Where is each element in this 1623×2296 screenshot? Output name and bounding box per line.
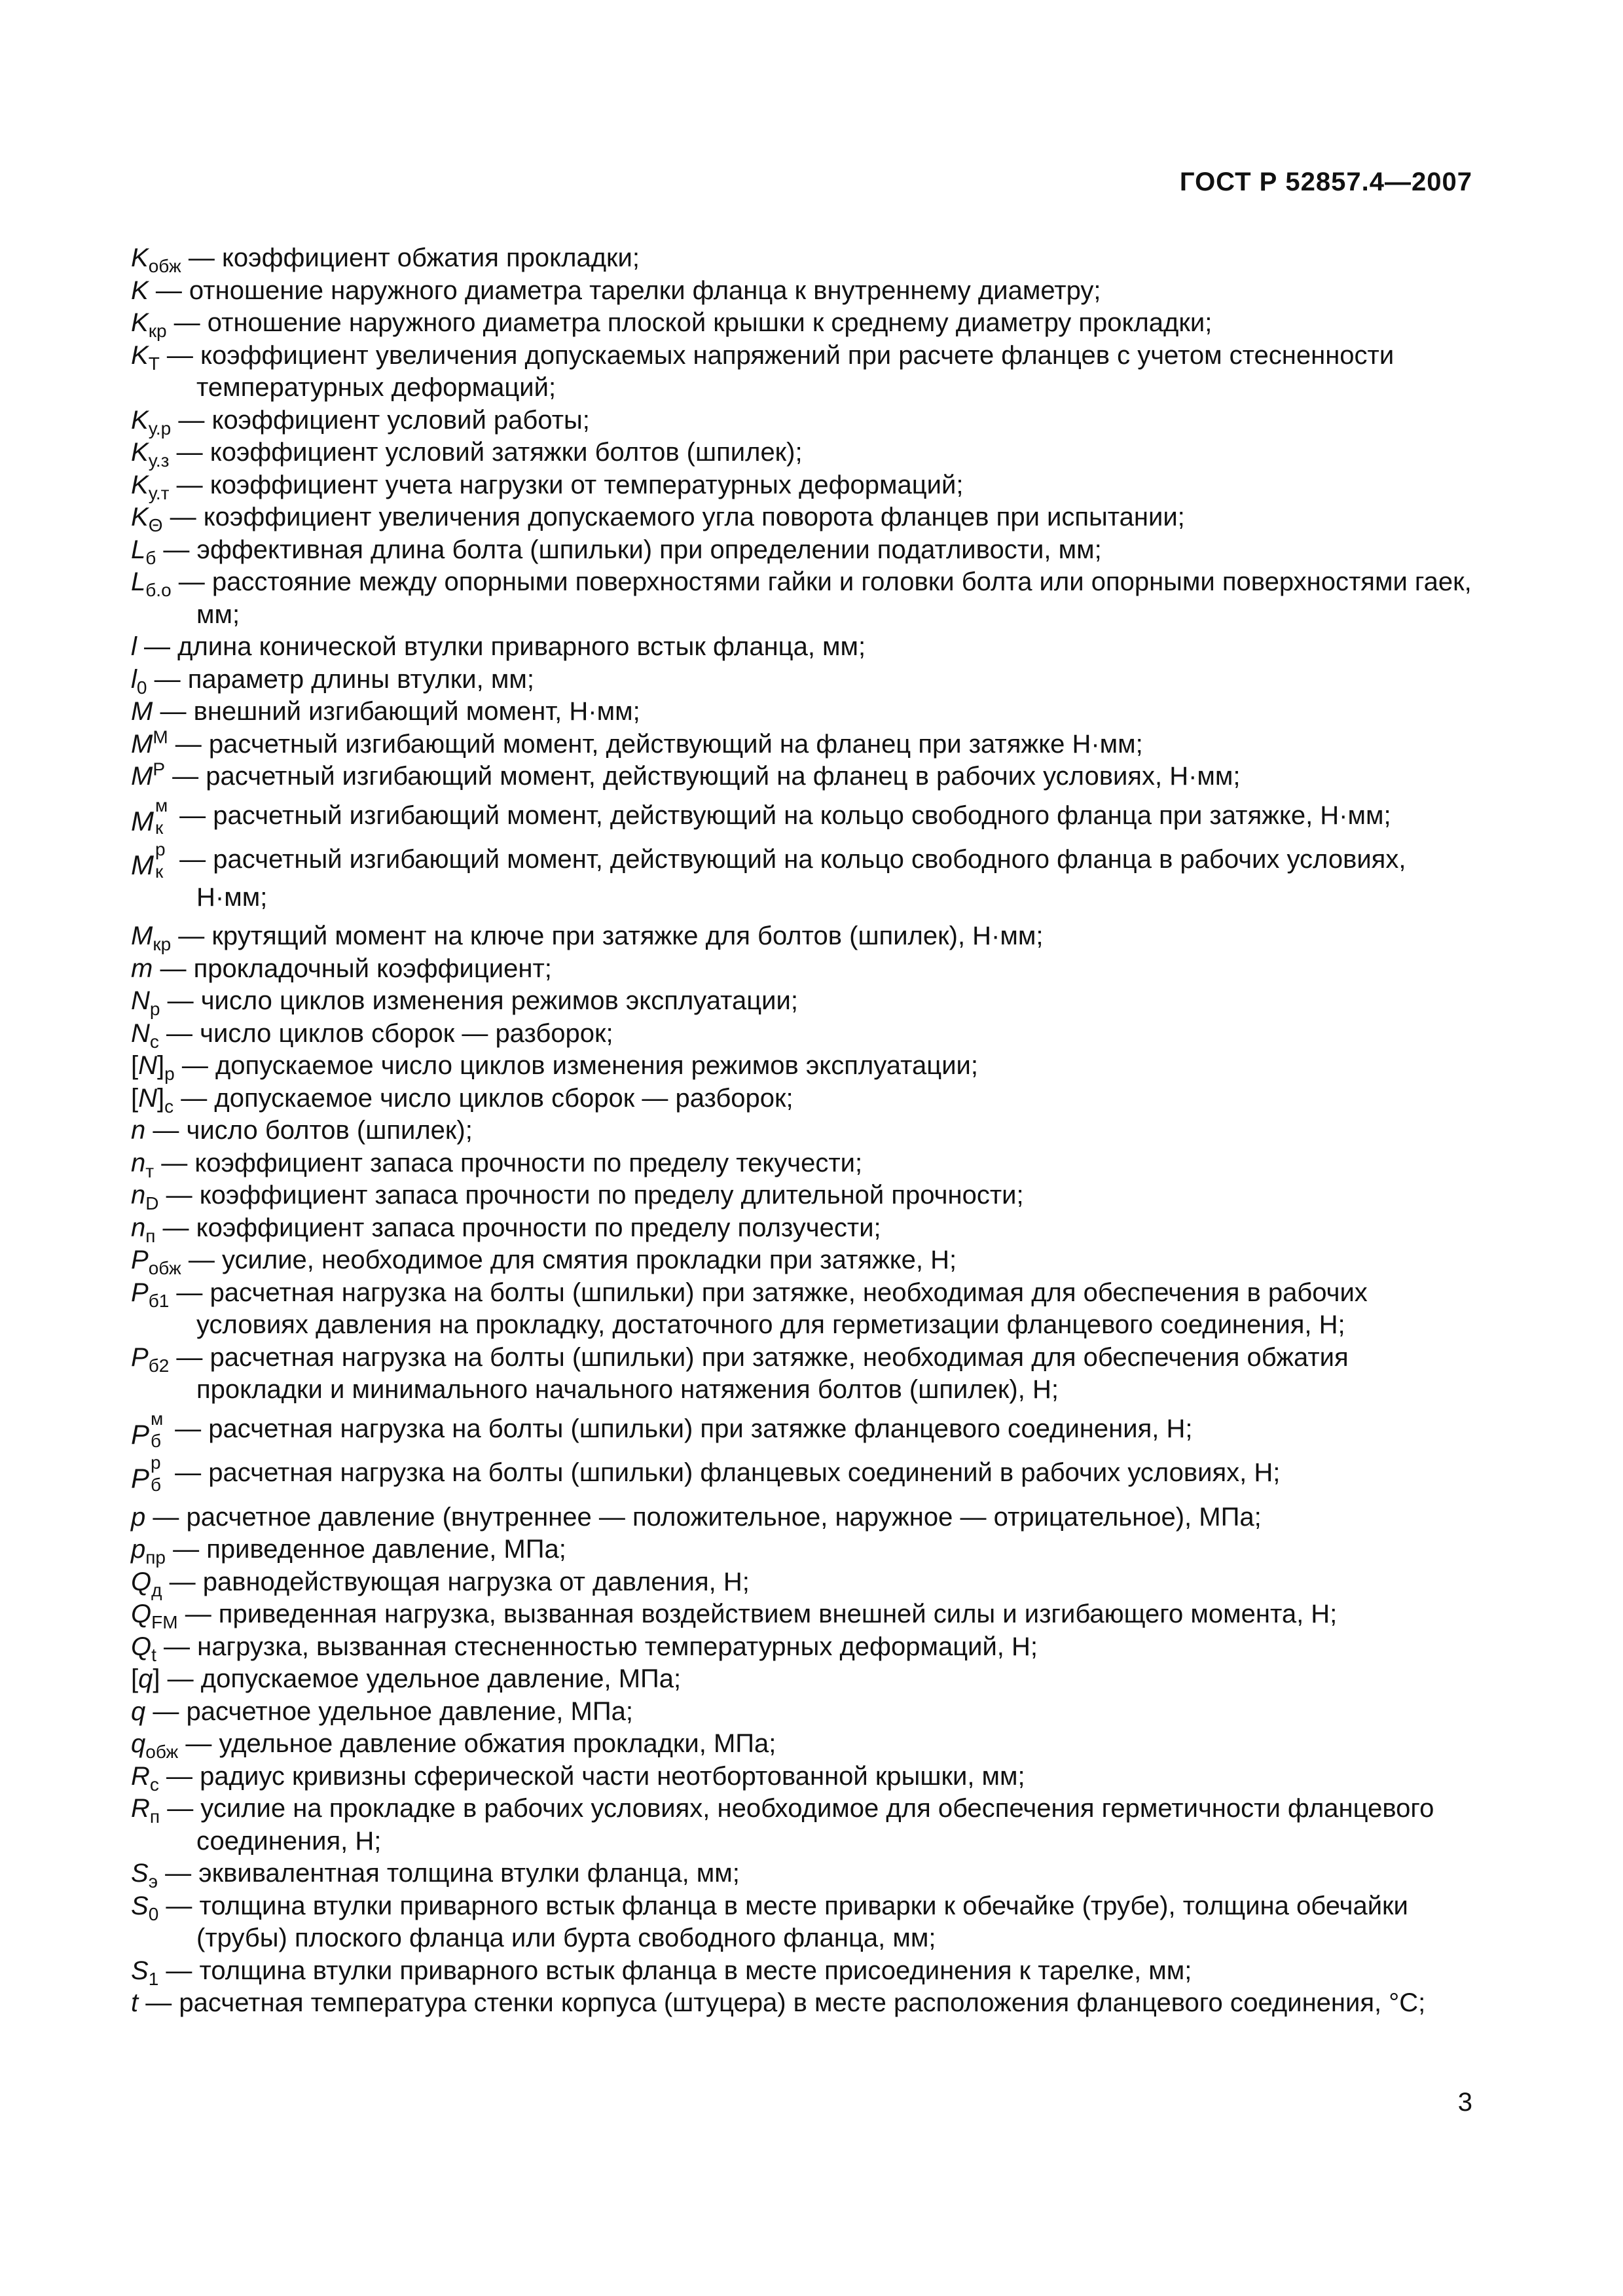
symbol-entry [131, 761, 1480, 793]
symbol: $S_1$ [131, 1956, 159, 1989]
symbol: $q_{обж}$ [131, 1729, 179, 1762]
definition-text: — расчетный изгибающий момент, действующий на фланец при затяжке Н·мм; [175, 729, 1143, 759]
symbol-entry [131, 1631, 1480, 1664]
symbol-entry [131, 534, 1480, 567]
symbol-entry [131, 340, 1480, 404]
symbol: $l_0$ [131, 664, 147, 698]
symbol-entry [131, 1083, 1480, 1115]
symbol: $P_{обж}$ [131, 1246, 181, 1278]
definition-text: — допускаемое удельное давление, МПа; [167, 1664, 682, 1693]
symbol: $n_т$ [131, 1148, 155, 1181]
symbol: $Q_{FM}$ [131, 1600, 178, 1632]
symbol-entry [131, 1728, 1480, 1761]
symbol-entry [131, 953, 1480, 986]
definition-text: — отношение наружного диаметра тарелки фланца к внутреннему диаметру; [155, 276, 1101, 305]
definition-text: — расчетный изгибающий момент, действующий на фланец в рабочих условиях, Н·мм; [172, 762, 1241, 791]
symbol-entry [131, 1663, 1480, 1696]
definition-text: — толщина втулки приварного встык фланца в месте присоединения к тарелке, мм; [166, 1956, 1192, 1985]
symbol: [q] [131, 1664, 160, 1693]
symbol: t [131, 1988, 139, 2017]
symbol: K [131, 276, 149, 305]
definition-text: — равнодействующая нагрузка от давления, Н; [169, 1567, 750, 1596]
symbol: $K_Т$ [131, 340, 160, 374]
definition-text: — допускаемое число циклов сборок — разборок; [181, 1083, 793, 1113]
definition-text: — отношение наружного диаметра плоской крышки к среднему диаметру прокладки; [173, 308, 1213, 337]
symbol-entry [131, 501, 1480, 534]
symbol-entry [131, 1212, 1480, 1245]
definition-text: — длина конической втулки приварного встык фланца, мм; [144, 632, 866, 661]
definition-text: — коэффициент учета нагрузки от температурных деформаций; [176, 470, 964, 499]
symbol: $Q_t$ [131, 1632, 156, 1665]
symbol: $Q_д$ [131, 1567, 162, 1600]
definition-text: — удельное давление обжатия прокладки, МПа; [185, 1729, 776, 1758]
definition-text: — нагрузка, вызванная стесненностью температурных деформаций, Н; [164, 1632, 1038, 1661]
definition-text: — коэффициент запаса прочности по пределу длительной прочности; [166, 1181, 1024, 1210]
symbol: $K_{у.р}$ [131, 405, 172, 439]
definition-text: — расчетный изгибающий момент, действующий на кольцо свободного фланца при затяжке, Н·мм; [179, 800, 1391, 830]
symbol-entry [131, 664, 1480, 696]
symbol: $R_с$ [131, 1761, 159, 1795]
symbol: P р б [131, 1452, 162, 1495]
symbol: $L_{б.о}$ [131, 567, 172, 600]
symbol-entry [131, 985, 1480, 1018]
definition-text: — толщина втулки приварного встык фланца в месте приварки к обечайке (трубе), толщина обечайки (трубы) плоского фланца или бурта свободного фланца, мм; [166, 1891, 1408, 1952]
symbol: $K_\Theta$ [131, 503, 163, 535]
symbol-entry [131, 469, 1480, 502]
symbol-entry [131, 839, 1480, 914]
symbol: $n_D$ [131, 1181, 159, 1213]
symbol-entry [131, 1050, 1480, 1083]
definition-text: — коэффициент увеличения допускаемого угла поворота фланцев при испытании; [170, 503, 1185, 531]
definition-text: — коэффициент условий затяжки болтов (шпилек); [176, 438, 803, 467]
definition-text: — допускаемое число циклов изменения режимов эксплуатации; [181, 1051, 978, 1080]
symbol-entry [131, 1761, 1480, 1793]
symbol: $[N]_р$ [131, 1051, 175, 1084]
symbol: M [131, 697, 153, 726]
symbol: $S_э$ [131, 1859, 158, 1892]
symbol-entry [131, 1501, 1480, 1534]
symbol-entry [131, 1566, 1480, 1599]
symbol: $K_{обж}$ [131, 243, 181, 276]
definition-text: — число циклов сборок — разборок; [166, 1018, 613, 1048]
symbol: $N_с$ [131, 1018, 159, 1052]
symbol-entry [131, 696, 1480, 728]
definition-text: — эквивалентная толщина втулки фланца, мм; [165, 1859, 740, 1888]
definition-text: — расчетное давление (внутреннее — положительное, наружное — отрицательное), МПа; [153, 1502, 1262, 1532]
definition-text: — число болтов (шпилек); [153, 1116, 473, 1145]
symbol-entry [131, 920, 1480, 953]
symbol: $[N]_с$ [131, 1083, 174, 1117]
definition-text: — расчетная температура стенки корпуса (штуцера) в месте расположения фланцевого соединения, °С; [145, 1988, 1426, 2017]
definition-text: — расчетная нагрузка на болты (шпильки) при затяжке, необходимая для обеспечения обжатия прокладки и минимального начального натяжения болтов (шпилек), Н; [176, 1342, 1349, 1404]
page-number: 3 [1457, 2088, 1472, 2117]
symbol: n [131, 1116, 146, 1145]
symbol: $M^Р$ [131, 759, 166, 791]
definition-text: — расчетная нагрузка на болты (шпильки) при затяжке, необходимая для обеспечения в рабочих условиях давления на прокладку, достаточного для герметизации фланцевого соединения, Н; [176, 1278, 1368, 1339]
definition-text: — радиус кривизны сферической части неотбортованной крышки, мм; [166, 1761, 1025, 1791]
symbol: m [131, 954, 153, 983]
symbol-entry [131, 631, 1480, 664]
symbol: $N_р$ [131, 986, 160, 1019]
symbol-entry [131, 1115, 1480, 1147]
symbol-entry [131, 1598, 1480, 1631]
symbol: $K_{у.т}$ [131, 470, 170, 503]
symbol: $M^М$ [131, 726, 168, 759]
symbol-entry [131, 404, 1480, 437]
symbol-entry [131, 1955, 1480, 1988]
symbol-entry [131, 1793, 1480, 1857]
definition-text: — коэффициент запаса прочности по пределу ползучести; [162, 1213, 881, 1242]
symbol: $P_{б1}$ [131, 1278, 170, 1311]
symbol: p [131, 1502, 146, 1532]
symbol-entry [131, 1890, 1480, 1955]
symbol: l [131, 632, 137, 661]
symbol: $K_{кр}$ [131, 308, 167, 341]
symbol-entry [131, 1342, 1480, 1407]
definition-text: — расчетная нагрузка на болты (шпильки) при затяжке фланцевого соединения, Н; [175, 1414, 1193, 1443]
symbol: $M_{кр}$ [131, 922, 172, 954]
symbol-entry [131, 1534, 1480, 1566]
standard-header: ГОСТ Р 52857.4—2007 [1179, 168, 1472, 196]
definition-text: — эффективная длина болта (шпильки) при определении податливости, мм; [163, 535, 1102, 564]
symbol: $L_б$ [131, 535, 156, 568]
symbol: $P_{б2}$ [131, 1342, 170, 1376]
definition-text: — коэффициент условий работы; [178, 405, 590, 435]
symbol-entry [131, 1277, 1480, 1342]
symbol-entry [131, 1408, 1480, 1451]
symbol-entry [131, 1857, 1480, 1890]
definition-text: — коэффициент обжатия прокладки; [188, 243, 640, 272]
symbol: $S_0$ [131, 1891, 159, 1924]
definition-text: — усилие на прокладке в рабочих условиях, необходимое для обеспечения герметичности фланцевого соединения, Н; [167, 1794, 1434, 1856]
symbol: $p_{пр}$ [131, 1535, 166, 1568]
symbol-entry [131, 275, 1480, 308]
symbol: M р к [131, 839, 166, 882]
definition-text: — расчетный изгибающий момент, действующий на кольцо свободного фланца в рабочих условиях, Н·мм; [179, 845, 1406, 912]
definition-text: — крутящий момент на ключе при затяжке для болтов (шпилек), Н·мм; [178, 922, 1044, 950]
symbol: $n_п$ [131, 1213, 156, 1246]
definition-text: — коэффициент запаса прочности по пределу текучести; [161, 1148, 863, 1177]
symbol-entry [131, 437, 1480, 469]
symbol-list [131, 242, 1480, 2020]
symbol-entry [131, 795, 1480, 838]
symbol-entry [131, 728, 1480, 761]
definition-text: — число циклов изменения режимов эксплуатации; [167, 986, 798, 1015]
symbol: $R_п$ [131, 1794, 160, 1827]
definition-text: — расчетная нагрузка на болты (шпильки) фланцевых соединений в рабочих условиях, Н; [175, 1458, 1281, 1487]
symbol-entry [131, 1147, 1480, 1180]
symbol: M м к [131, 795, 168, 838]
definition-text: — расстояние между опорными поверхностями гайки и головки болта или опорными поверхностями гаек, мм; [178, 567, 1472, 629]
definition-text: — расчетное удельное давление, МПа; [153, 1696, 633, 1726]
definition-text: — усилие, необходимое для смятия прокладки при затяжке, Н; [188, 1246, 957, 1274]
definition-text: — приведенная нагрузка, вызванная воздействием внешней силы и изгибающего момента, Н; [185, 1600, 1338, 1628]
symbol-entry [131, 242, 1480, 275]
symbol-entry [131, 1452, 1480, 1495]
definition-text: — прокладочный коэффициент; [160, 954, 552, 983]
definition-text: — приведенное давление, МПа; [173, 1535, 566, 1564]
symbol: P м б [131, 1408, 164, 1451]
symbol-entry [131, 1244, 1480, 1277]
definition-text: — параметр длины втулки, мм; [154, 664, 534, 694]
symbol: $K_{у.з}$ [131, 438, 170, 471]
symbol-entry [131, 566, 1480, 631]
symbol-entry [131, 307, 1480, 340]
symbol-entry [131, 1179, 1480, 1212]
symbol-entry [131, 1018, 1480, 1050]
definition-text: — коэффициент увеличения допускаемых напряжений при расчете фланцев с учетом стесненности температурных деформаций; [166, 340, 1395, 402]
symbol: q [131, 1696, 146, 1726]
symbol-entry [131, 1696, 1480, 1729]
symbol-entry [131, 1987, 1480, 2020]
definition-text: — внешний изгибающий момент, Н·мм; [160, 697, 640, 726]
